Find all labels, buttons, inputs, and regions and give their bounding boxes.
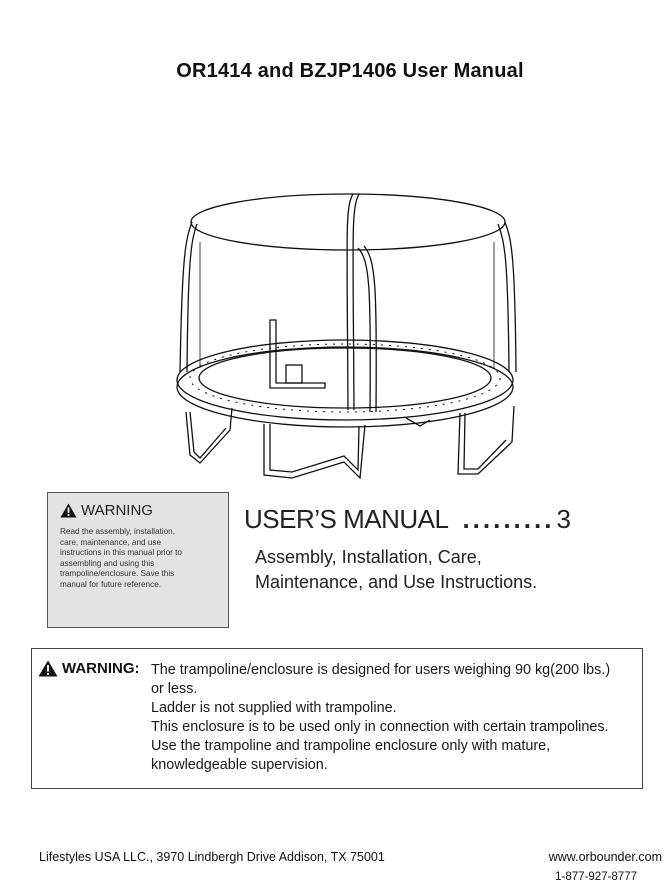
contents-leader-dots: ......... — [462, 504, 555, 534]
main-warning-text — [151, 661, 610, 775]
small-warning-box — [47, 492, 229, 628]
contents-entry — [244, 504, 624, 535]
phone-number: 1-877-927-8777 — [555, 871, 637, 883]
main-warning-line-2: or less. — [151, 681, 198, 697]
main-warning-label-row — [38, 660, 140, 677]
warning-triangle-icon — [38, 660, 58, 677]
main-warning-line-6: knowledgeable supervision. — [151, 757, 328, 773]
contents-label: USER’S MANUAL — [244, 504, 449, 534]
trampoline-illustration — [160, 180, 530, 480]
contents-subtitle — [255, 545, 537, 595]
main-warning-line-4: This enclosure is to be used only in connection with certain trampolines. — [151, 719, 609, 735]
main-warning-line-3: Ladder is not supplied with trampoline. — [151, 700, 397, 716]
contents-subtitle-line1: Assembly, Installation, Care, — [255, 547, 482, 567]
small-warning-text: Read the assembly, installation, care, maintenance, and use instructions in this manual prior to assembling and using this trampoline/enclosure. Save this manual for future reference. — [60, 527, 182, 589]
warning-triangle-icon — [60, 503, 77, 518]
contents-subtitle-line2: Maintenance, and Use Instructions. — [255, 572, 538, 592]
website: www.orbounder.com — [548, 850, 662, 864]
small-warning-heading-row — [60, 502, 220, 519]
main-warning-line-1: The trampoline/enclosure is designed for users weighing 90 kg(200 lbs.) — [151, 662, 611, 678]
small-warning-heading: WARNING — [81, 502, 153, 519]
document-title: OR1414 and BZJP1406 User Manual — [176, 60, 524, 82]
main-warning-line-5: Use the trampoline and trampoline enclosure only with mature, — [151, 738, 551, 754]
main-warning-label: WARNING: — [62, 660, 140, 677]
company-address: Lifestyles USA LLC., 3970 Lindbergh Drive Addison, TX 75001 — [39, 850, 385, 864]
contents-page-number: 3 — [556, 504, 571, 534]
main-warning-box — [31, 648, 643, 789]
